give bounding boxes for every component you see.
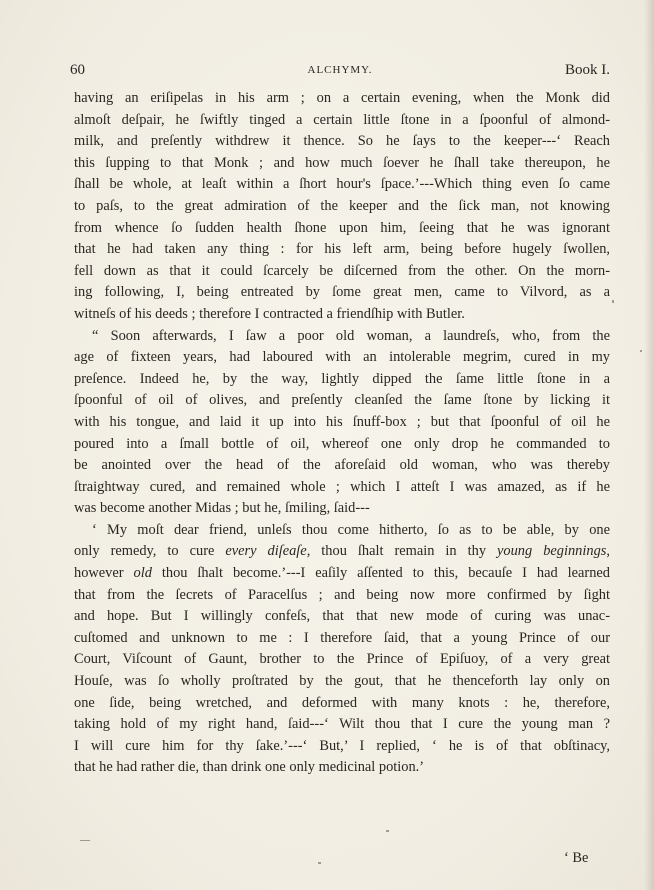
text-line: witneſs of his deeds ; therefore I contracted a friendſhip with Butler. xyxy=(74,305,465,322)
text-run: taking hold of my right hand, ſaid---‘ Wilt thou that I cure the young man ? xyxy=(74,716,610,733)
book-label: Book I. xyxy=(565,62,610,78)
text-run: Houſe, was ſo wholly proſtrated by the gout, that he thenceforth lay only on xyxy=(74,673,610,690)
page-gutter-shadow xyxy=(644,0,654,890)
text-line: “ Soon afterwards, I ſaw a poor old woman, a laundreſs, who, from the xyxy=(92,327,610,344)
text-line: almoſt deſpair, he ſwiftly tinged a certain little ſtone in a ſpoonful of almond- xyxy=(74,111,610,128)
text-run: cuſtomed and unknown to me : I therefore ſaid, that a young Prince of our xyxy=(74,629,610,646)
text-line xyxy=(74,541,610,563)
page-header xyxy=(70,62,610,82)
text-run: that he had rather die, than drink one only medicinal potion.’ xyxy=(74,759,425,776)
text-line: that he had taken any thing : for his left arm, being before hugely ſwollen, xyxy=(74,241,610,258)
text-run: Court, Viſcount of Gaunt, brother to the Prince of Epiſuoy, of a very great xyxy=(74,651,610,668)
text-run: however xyxy=(74,565,134,582)
text-line: with his tongue, and laid it up into his ſnuff-box ; but that ſpoonful of oil he xyxy=(74,413,610,430)
text-line: ſpoonful of oil of olives, and preſently cleanſed the ſame ſtone by licking it xyxy=(74,392,610,409)
text-line: preſence. Indeed he, by the way, lightly dipped the ſame little ſtone in a xyxy=(74,370,610,387)
text-line xyxy=(74,606,610,628)
text-line: from whence ſo ſudden health ſhone upon him, ſeeing that he was ignorant xyxy=(74,219,610,236)
text-run: ‘ My moſt dear friend, unleſs thou come hitherto, ſo as to be able, by one xyxy=(92,521,610,538)
italic-phrase: old xyxy=(133,565,152,582)
text-line: having an eriſipelas in his arm ; on a certain evening, when the Monk did xyxy=(74,90,610,106)
text-line: poured into a ſmall bottle of oil, whereof one only drop he commanded to xyxy=(74,435,610,452)
text-line xyxy=(74,628,610,650)
ink-speck xyxy=(612,300,614,303)
text-line xyxy=(74,520,610,542)
text-line xyxy=(74,714,610,736)
text-line xyxy=(74,585,610,607)
catchword: ‘ Be xyxy=(564,850,589,866)
text-line: age of fixteen years, had laboured with an intolerable megrim, cured in my xyxy=(74,349,610,366)
page-number: 60 xyxy=(70,62,85,78)
text-line: fell down as that it could ſcarcely be diſcerned from the other. On the morn- xyxy=(74,262,610,279)
text-line: ſtraightway cured, and remained whole ; which I atteſt I was amazed, as if he xyxy=(74,478,610,495)
running-head: ALCHYMY. xyxy=(307,64,373,76)
ink-speck xyxy=(640,350,642,352)
text-line: to paſs, to the great admiration of the keeper and the ſick man, not knowing xyxy=(74,197,610,214)
text-line: be anointed over the head of the aforeſaid old woman, who was thereby xyxy=(74,457,610,474)
text-line xyxy=(74,649,610,671)
ink-speck xyxy=(318,862,321,864)
text-run: thou ſhalt become.’---I eaſily aſſented to this, becauſe I had learned xyxy=(151,565,610,582)
text-run: , xyxy=(606,543,610,560)
text-line: was become another Midas ; but he, ſmiling, ſaid--- xyxy=(74,500,370,517)
body-text xyxy=(74,88,610,779)
text-run: I will cure him for thy ſake.’---‘ But,’ I replied, ‘ he is of that obſtinacy, xyxy=(74,737,610,754)
text-line xyxy=(74,563,610,585)
ink-speck xyxy=(386,830,389,832)
text-line: milk, and preſently withdrew it thence. So he ſays to the keeper---‘ Reach xyxy=(74,133,610,150)
text-line: ſhall be whole, at leaſt within a ſhort hour's ſpace.’---Which thing even ſo came xyxy=(74,176,610,193)
text-run: that from the ſecrets of Paracelſus ; and being now more confirmed by ſight xyxy=(74,586,610,603)
text-line xyxy=(74,736,610,758)
text-line: this ſupping to that Monk ; and how much ſoever he ſhall take thereupon, he xyxy=(74,154,610,171)
text-line xyxy=(74,693,610,715)
ink-speck xyxy=(80,840,90,841)
text-line xyxy=(74,671,610,693)
text-run: one ſide, being wretched, and deformed with many knots : he, therefore, xyxy=(74,694,610,711)
text-line xyxy=(74,757,610,779)
text-run: and hope. But I willingly confeſs, that that new mode of curing was unac- xyxy=(74,608,610,625)
italic-phrase: every diſeaſe xyxy=(225,543,307,560)
text-run: only remedy, to cure xyxy=(74,543,226,560)
text-run: , thou ſhalt remain in thy xyxy=(306,543,498,560)
italic-phrase: young beginnings xyxy=(497,543,607,560)
text-line: ing following, I, being entreated by ſome great men, came to Vilvord, as a xyxy=(74,284,610,301)
